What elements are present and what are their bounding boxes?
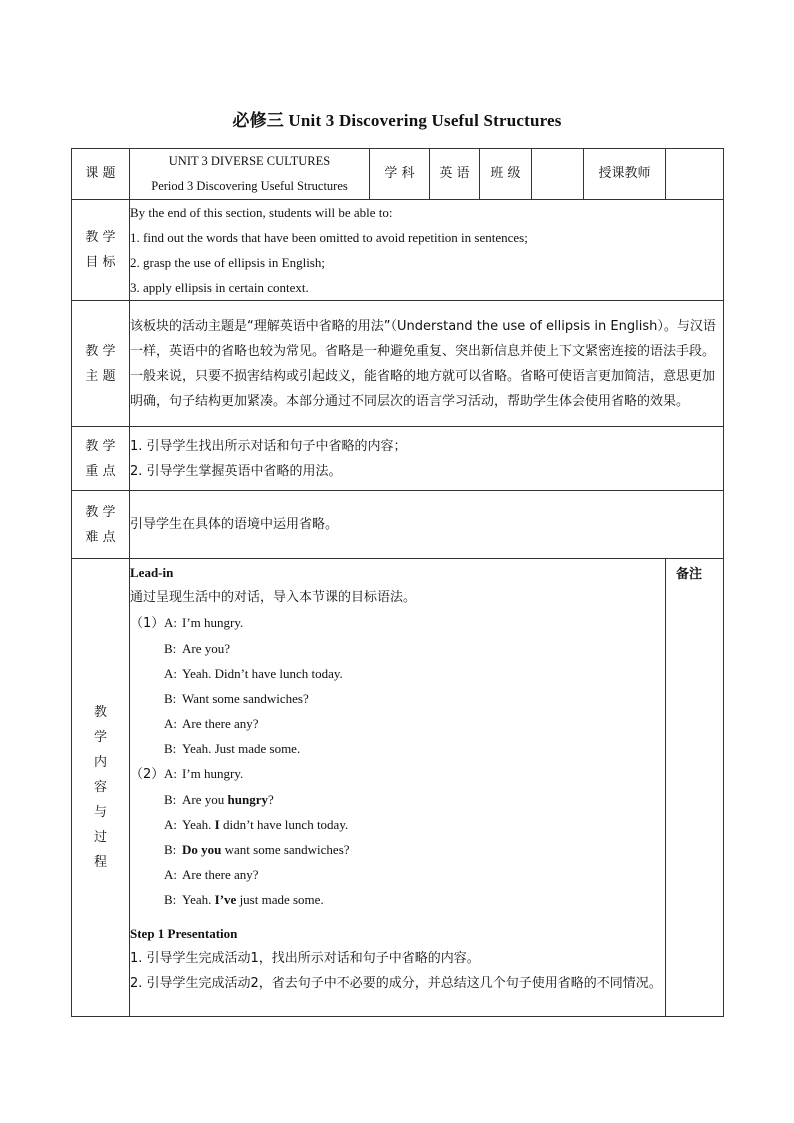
dialogue-line: A: Yeah. I didn’t have lunch today. <box>164 817 349 832</box>
dialogue-line: A: Yeah. Didn’t have lunch today. <box>164 666 343 681</box>
objectives-content <box>130 200 724 301</box>
header-row <box>72 149 724 200</box>
dialogue-line: B: Are you hungry? <box>164 792 274 807</box>
dialogue-2 <box>130 761 665 912</box>
lesson-plan-table <box>71 148 724 1017</box>
theme-label: 教 学 主 题 <box>72 301 130 427</box>
step1-item: 2. 引导学生完成活动2，省去句子中不必要的成分，并总结这几个句子使用省略的不同情况。 <box>130 976 662 991</box>
step1-item: 1. 引导学生完成活动1，找出所示对话和句子中省略的内容。 <box>130 951 480 966</box>
dialogue-1 <box>130 610 665 761</box>
step1-title: Step 1 Presentation <box>130 926 238 941</box>
dialogue-line: A: Are there any? <box>164 716 259 731</box>
key-point-item: 2. 引导学生掌握英语中省略的用法。 <box>130 463 342 479</box>
objectives-intro: By the end of this section, students will be able to: <box>130 205 393 220</box>
key-point-item: 1. 引导学生找出所示对话和句子中省略的内容； <box>130 438 407 454</box>
objective-item: 3. apply ellipsis in certain context. <box>130 280 309 295</box>
objective-item: 1. find out the words that have been omitted to avoid repetition in sentences; <box>130 230 528 245</box>
remark-cell: 备注 <box>666 559 724 1017</box>
teacher-label: 授课教师 <box>584 149 666 200</box>
process-label: 教 学 内 容 与 过 程 <box>72 559 130 1017</box>
process-row <box>72 559 724 1017</box>
class-label: 班 级 <box>480 149 532 200</box>
process-content <box>130 559 666 1017</box>
objective-item: 2. grasp the use of ellipsis in English; <box>130 255 325 270</box>
difficulties-content: 引导学生在具体的语境中运用省略。 <box>130 491 724 559</box>
dialogue-line: B: Are you? <box>164 641 231 656</box>
objectives-row <box>72 200 724 301</box>
dialogue-marker: （2） <box>130 767 165 782</box>
document-title: 必修三 Unit 3 Discovering Useful Structures <box>232 111 562 130</box>
dialogue-line: （2）A: I’m hungry. <box>130 761 665 787</box>
leadin-desc: 通过呈现生活中的对话，导入本节课的目标语法。 <box>130 590 417 605</box>
dialogue-marker: （1） <box>130 616 165 631</box>
teacher-value <box>666 149 724 200</box>
class-value <box>532 149 584 200</box>
course-unit: UNIT 3 DIVERSE CULTURES <box>168 154 331 168</box>
difficulties-row <box>72 491 724 559</box>
subject-value: 英 语 <box>430 149 480 200</box>
dialogue-line: A: Are there any? <box>164 867 259 882</box>
dialogue-line: （1）A: I’m hungry. <box>130 610 665 636</box>
dialogue-line: B: Do you want some sandwiches? <box>164 842 350 857</box>
theme-content: 该板块的活动主题是“理解英语中省略的用法”（Understand the use of ellipsis in English）。与汉语一样，英语中的省略也较为常见。省略是一种避免重复、突出新信息并使上下文紧密连接的语法手段。一般来说，只要不损害结构或引起歧义，能省略的地方就可以省略。省略可使语言更加简洁，意思更加明确，句子结构更加紧凑。本部分通过不同层次的语言学习活动，帮助学生体会使用省略的效果。 <box>130 301 724 427</box>
dialogue-line: B: Yeah. Just made some. <box>164 741 301 756</box>
course-period: Period 3 Discovering Useful Structures <box>151 179 348 193</box>
key-points-row <box>72 427 724 491</box>
leadin-title: Lead-in <box>130 565 174 580</box>
subject-label: 学 科 <box>370 149 430 200</box>
key-points-label: 教 学 重 点 <box>72 427 130 491</box>
objectives-label: 教 学 目 标 <box>72 200 130 301</box>
course-label: 课 题 <box>72 149 130 200</box>
dialogue-line: B: Yeah. I’ve just made some. <box>164 892 324 907</box>
theme-row <box>72 301 724 427</box>
key-points-content <box>130 427 724 491</box>
difficulties-label: 教 学 难 点 <box>72 491 130 559</box>
dialogue-line: B: Want some sandwiches? <box>164 691 309 706</box>
course-cell <box>130 149 370 200</box>
